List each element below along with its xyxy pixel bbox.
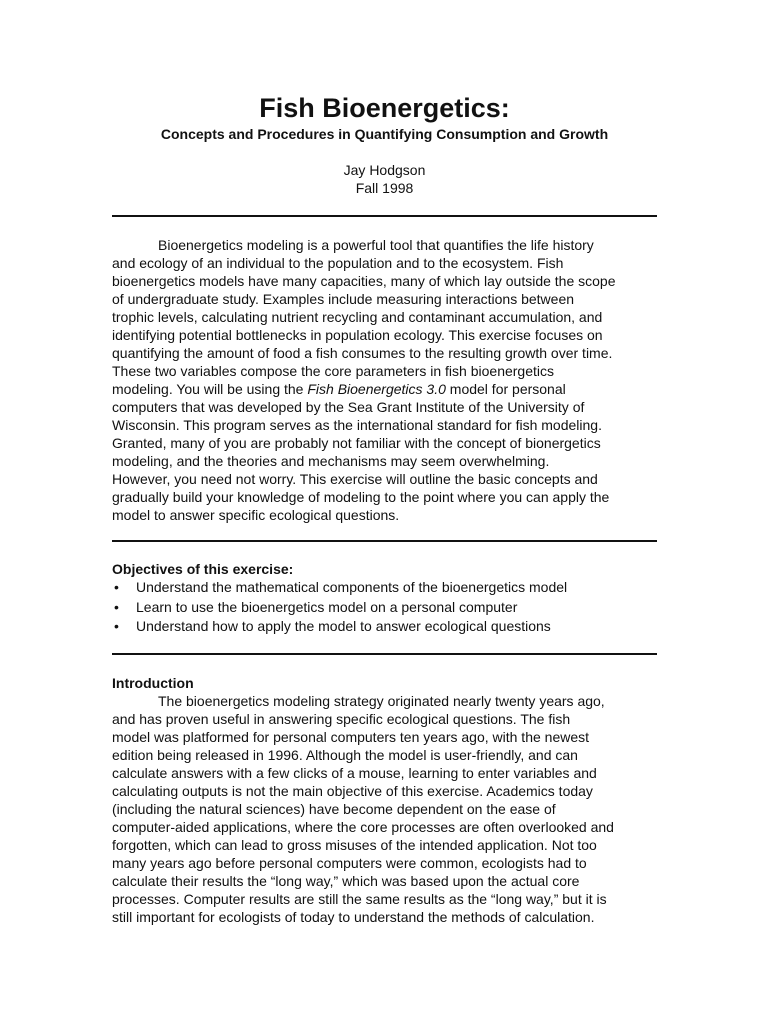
bullet-icon: • xyxy=(114,579,119,595)
introduction-heading: Introduction xyxy=(112,675,194,691)
abstract-line: modeling, and the theories and mechanisms may seem overwhelming. xyxy=(112,453,550,469)
intro-line: processes. Computer results are still the same results as the “long way,” but it is xyxy=(112,891,607,907)
abstract-text-segment: modeling. You will be using the xyxy=(112,381,308,397)
intro-line: edition being released in 1996. Although the model is user-friendly, and can xyxy=(112,747,578,763)
intro-line: model was platformed for personal computers ten years ago, with the newest xyxy=(112,729,590,745)
abstract-line: quantifying the amount of food a fish consumes to the resulting growth over time. xyxy=(112,345,613,361)
abstract-line: Bioenergetics modeling is a powerful tool that quantifies the life history xyxy=(158,237,594,253)
intro-line: calculating outputs is not the main objective of this exercise. Academics today xyxy=(112,783,593,799)
abstract-line-with-italic xyxy=(112,380,657,398)
introduction-section xyxy=(112,674,657,926)
abstract-line: gradually build your knowledge of modeling to the point where you can apply the xyxy=(112,489,610,505)
list-item-text: Understand how to apply the model to answer ecological questions xyxy=(136,618,551,634)
abstract-line: These two variables compose the core parameters in fish bioenergetics xyxy=(112,363,554,379)
intro-line: still important for ecologists of today to understand the methods of calculation. xyxy=(112,909,595,925)
abstract-line: Granted, many of you are probably not familiar with the concept of bionergetics xyxy=(112,435,601,451)
introduction-paragraph xyxy=(112,692,657,926)
abstract-text-segment: model for personal xyxy=(445,381,566,397)
divider-bottom xyxy=(112,653,657,655)
abstract-line: model to answer specific ecological questions. xyxy=(112,507,400,523)
list-item xyxy=(112,617,657,637)
list-item xyxy=(112,578,657,598)
divider-middle xyxy=(112,540,657,542)
abstract-paragraph xyxy=(112,236,657,524)
abstract-line: computers that was developed by the Sea Grant Institute of the University of xyxy=(112,399,585,415)
objectives-section xyxy=(112,560,657,637)
divider-top xyxy=(112,215,657,217)
intro-line: computer-aided applications, where the core processes are often overlooked and xyxy=(112,819,614,835)
list-item-text: Learn to use the bioenergetics model on a personal computer xyxy=(136,598,518,615)
intro-line: calculate their results the “long way,” which was based upon the actual core xyxy=(112,873,580,889)
intro-line: calculate answers with a few clicks of a mouse, learning to enter variables and xyxy=(112,765,597,781)
bullet-icon: • xyxy=(114,618,119,634)
intro-line: forgotten, which can lead to gross misuses of the intended application. Not too xyxy=(112,837,597,853)
intro-line: many years ago before personal computers were common, ecologists had to xyxy=(112,855,587,871)
author-name: Jay Hodgson xyxy=(343,162,426,178)
intro-line: and has proven useful in answering specific ecological questions. The fish xyxy=(112,711,571,727)
intro-line: The bioenergetics modeling strategy originated nearly twenty years ago, xyxy=(158,693,605,709)
abstract-line: However, you need not worry. This exercise will outline the basic concepts and xyxy=(112,471,598,487)
abstract-line: bioenergetics models have many capacities, many of which lay outside the scope xyxy=(112,273,616,289)
objectives-heading: Objectives of this exercise: xyxy=(112,561,294,577)
objectives-list xyxy=(112,578,657,637)
list-item xyxy=(112,598,657,618)
list-item-text: Understand the mathematical components of the bioenergetics model xyxy=(136,579,568,595)
document-title: Fish Bioenergetics: xyxy=(259,93,510,123)
intro-line: (including the natural sciences) have become dependent on the ease of xyxy=(112,801,556,817)
abstract-line: of undergraduate study. Examples include measuring interactions between xyxy=(112,291,575,307)
abstract-line: identifying potential bottlenecks in population ecology. This exercise focuses on xyxy=(112,327,603,343)
publication-date: Fall 1998 xyxy=(355,180,414,196)
abstract-line: and ecology of an individual to the population and to the ecosystem. Fish xyxy=(112,255,564,271)
abstract-line: Wisconsin. This program serves as the international standard for fish modeling. xyxy=(112,417,602,433)
document-page xyxy=(112,0,657,1024)
abstract-line: trophic levels, calculating nutrient recycling and contaminant accumulation, and xyxy=(112,309,603,325)
document-subtitle: Concepts and Procedures in Quantifying Consumption and Growth xyxy=(160,126,609,142)
software-name: Fish Bioenergetics 3.0 xyxy=(307,381,446,397)
bullet-icon: • xyxy=(114,598,119,615)
